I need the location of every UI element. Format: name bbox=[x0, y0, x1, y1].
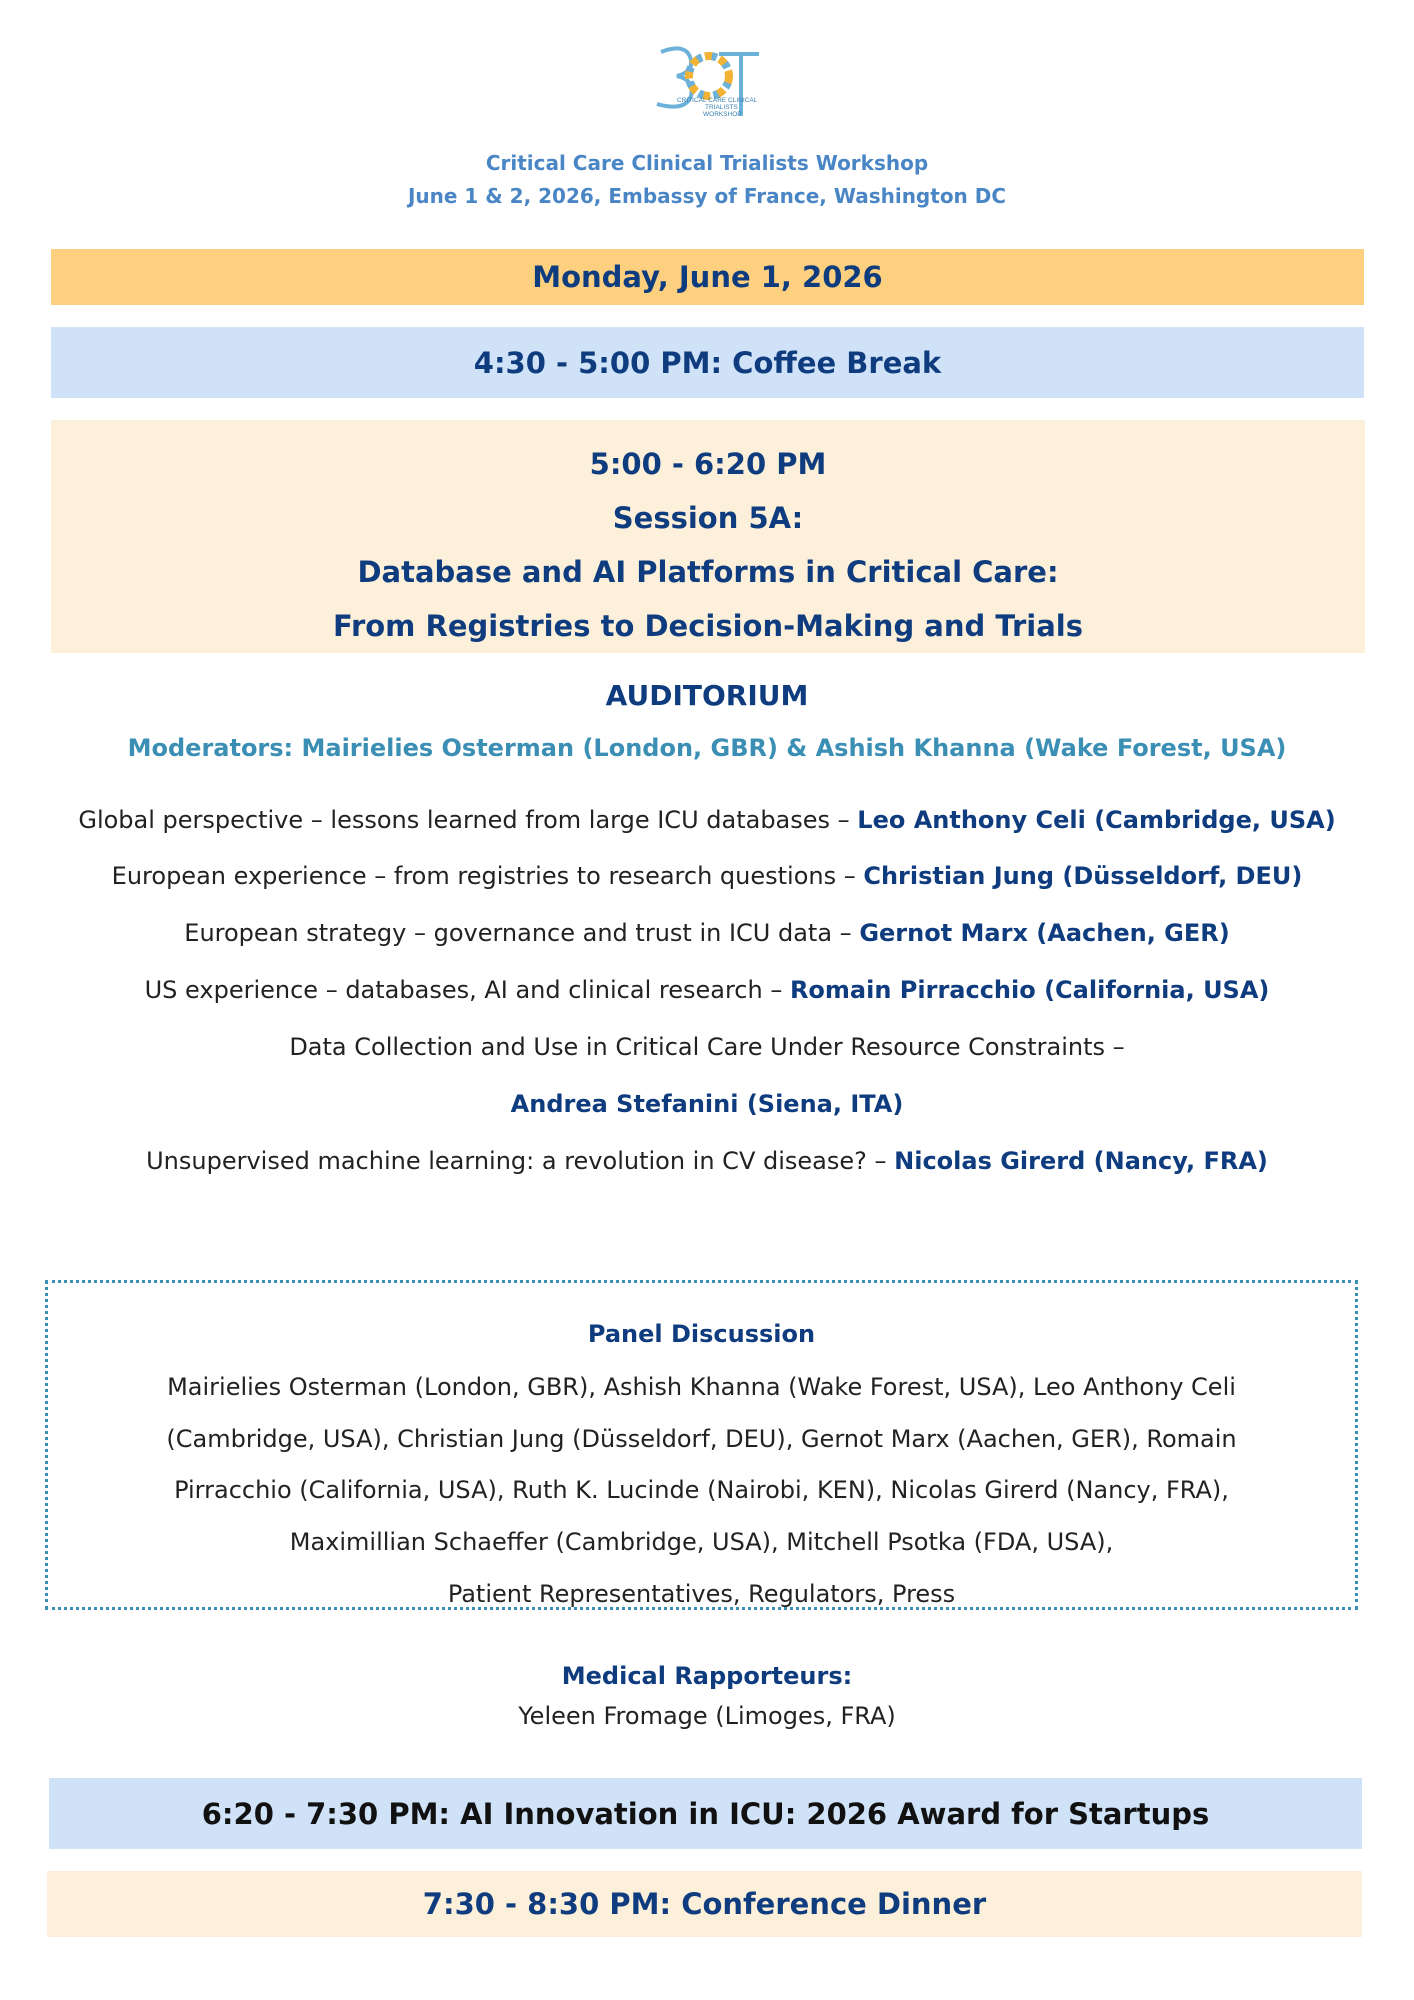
session-title-line-2: From Registries to Decision-Making and Trials bbox=[333, 609, 1083, 643]
talk-topic: European strategy – governance and trust in ICU data – bbox=[184, 919, 860, 947]
talk-speaker: Leo Anthony Celi (Cambridge, USA) bbox=[857, 806, 1336, 834]
session-name: Session 5A: bbox=[612, 501, 804, 535]
rapporteur-name: Yeleen Fromage (Limoges, FRA) bbox=[518, 1702, 896, 1730]
talk-topic: US experience – databases, AI and clinical research – bbox=[144, 976, 790, 1004]
rapporteurs-title: Medical Rapporteurs: bbox=[561, 1662, 853, 1690]
talk-item bbox=[0, 915, 1414, 951]
logo-caption-2: TRIALISTS bbox=[705, 104, 738, 111]
panel-title: Panel Discussion bbox=[587, 1320, 816, 1348]
talk-speaker: Andrea Stefanini (Siena, ITA) bbox=[510, 1090, 904, 1118]
workshop-title: Critical Care Clinical Trialists Workshop bbox=[485, 151, 929, 175]
talk-speaker: Gernot Marx (Aachen, GER) bbox=[859, 919, 1230, 947]
talk-item bbox=[0, 858, 1414, 894]
logo-caption-3: WORKSHOP bbox=[703, 111, 742, 118]
room-label: AUDITORIUM bbox=[605, 679, 809, 712]
talk-item bbox=[0, 972, 1414, 1008]
panel-line: Pirracchio (California, USA), Ruth K. Lucinde (Nairobi, KEN), Nicolas Girerd (Nancy, FRA), bbox=[174, 1476, 1229, 1504]
talk-item bbox=[0, 1086, 1414, 1122]
panel-line: Mairielies Osterman (London, GBR), Ashish Khanna (Wake Forest, USA), Leo Anthony Celi bbox=[167, 1373, 1236, 1401]
dinner-slot: 7:30 - 8:30 PM: Conference Dinner bbox=[47, 1871, 1362, 1937]
panel-line: Patient Representatives, Regulators, Press bbox=[447, 1580, 956, 1608]
award-slot: 6:20 - 7:30 PM: AI Innovation in ICU: 2026 Award for Startups bbox=[49, 1778, 1362, 1849]
moderators-line: Moderators: Mairielies Osterman (London, GBR) & Ashish Khanna (Wake Forest, USA) bbox=[127, 734, 1287, 762]
panel-line: Maximillian Schaeffer (Cambridge, USA), Mitchell Psotka (FDA, USA), bbox=[289, 1528, 1114, 1556]
talk-item bbox=[0, 1143, 1414, 1179]
panel-line: (Cambridge, USA), Christian Jung (Düsseldorf, DEU), Gernot Marx (Aachen, GER), Romain bbox=[166, 1425, 1237, 1453]
talk-topic: European experience – from registries to research questions – bbox=[111, 862, 864, 890]
talk-speaker: Christian Jung (Düsseldorf, DEU) bbox=[863, 862, 1303, 890]
day-heading: Monday, June 1, 2026 bbox=[51, 249, 1364, 305]
panel-discussion-box bbox=[45, 1280, 1358, 1610]
talk-speaker: Nicolas Girerd (Nancy, FRA) bbox=[894, 1147, 1268, 1175]
session-title-line-1: Database and AI Platforms in Critical Care: bbox=[357, 555, 1059, 589]
talk-topic: Unsupervised machine learning: a revolution in CV disease? – bbox=[146, 1147, 895, 1175]
session-block bbox=[51, 420, 1365, 653]
session-time: 5:00 - 6:20 PM bbox=[589, 447, 827, 481]
talk-speaker: Romain Pirracchio (California, USA) bbox=[789, 976, 1270, 1004]
talk-item bbox=[0, 1029, 1414, 1065]
talk-item bbox=[0, 802, 1414, 838]
workshop-date-venue: June 1 & 2, 2026, Embassy of France, Washington DC bbox=[407, 184, 1007, 208]
coffee-break-slot: 4:30 - 5:00 PM: Coffee Break bbox=[51, 327, 1364, 398]
talk-topic: Global perspective – lessons learned from large ICU databases – bbox=[78, 806, 858, 834]
logo-caption-1: CRITICAL CARE CLINICAL bbox=[677, 97, 758, 104]
talk-topic: Data Collection and Use in Critical Care Under Resource Constraints – bbox=[289, 1033, 1125, 1061]
workshop-logo bbox=[647, 42, 767, 132]
